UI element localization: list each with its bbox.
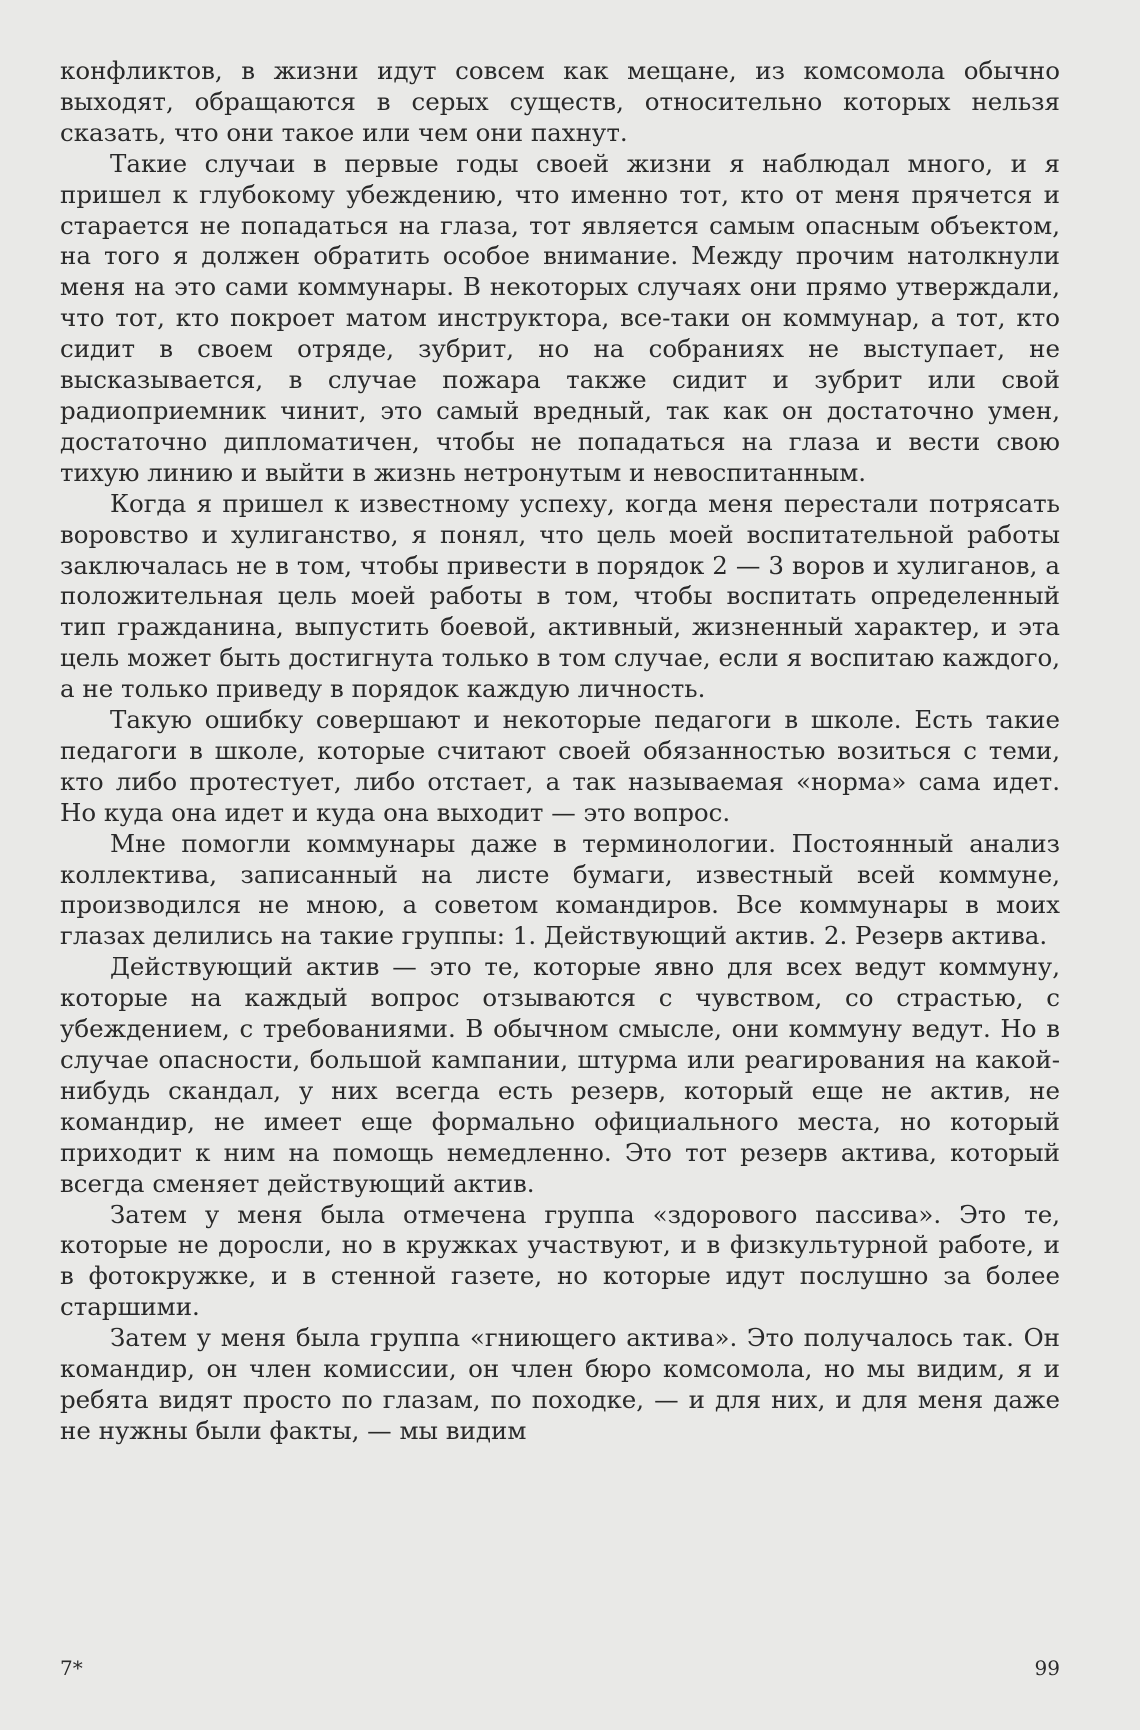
paragraph: Такие случаи в первые годы своей жизни я наблюдал много, и я пришел к глубокому убеждению, что именно тот, кто от меня прячется и старается не попадаться на глаза, тот является самым опасным объектом, на того я должен обратить особое внимание. Между прочим натолкнули меня на это сами коммунары. В некоторых случаях они прямо утверждали, что тот, кто покроет матом инструктора, все-таки он коммунар, а тот, кто сидит в своем отряде, зубрит, но на собраниях не выступает, не высказывается, в случае пожара также сидит и зубрит или свой радиоприемник чинит, это самый вредный, так как он достаточно умен, достаточно дипломатичен, чтобы не попадаться на глаза и вести свою тихую линию и выйти в жизнь нетронутым и невоспитанным. bbox=[60, 148, 1060, 487]
paragraph: Действующий актив — это те, которые явно для всех ведут коммуну, которые на каждый вопрос отзываются с чувством, со страстью, с убеждением, с требованиями. В обычном смысле, они коммуну ведут. Но в случае опасности, большой кампании, штурма или реагирования на какой-нибудь скандал, у них всегда есть резерв, который еще не актив, не командир, не имеет еще формально официального места, но который приходит к ним на помощь немедленно. Это тот резерв актива, который всегда сменяет действующий актив. bbox=[60, 952, 1060, 1198]
paragraph-continued: конфликтов, в жизни идут совсем как мещане, из комсомола обычно выходят, обращаются в серых существ, относительно которых нельзя сказать, что они такое или чем они пахнут. bbox=[60, 56, 1060, 147]
page-number: 99 bbox=[1034, 1656, 1060, 1680]
paragraph: Затем у меня была отмечена группа «здорового пассива». Это те, которые не доросли, но в кружках участвуют, и в физкультурной работе, и в фотокружке, и в стенной газете, но которые идут послушно за более старшими. bbox=[60, 1199, 1060, 1322]
paragraph: Такую ошибку совершают и некоторые педагоги в школе. Есть такие педагоги в школе, которые считают своей обязанностью возиться с теми, кто либо протестует, либо отстает, а так называемая «норма» сама идет. Но куда она идет и куда она выходит — это вопрос. bbox=[60, 705, 1060, 827]
paragraph: Затем у меня была группа «гниющего актива». Это получалось так. Он командир, он член комиссии, он член бюро комсомола, но мы видим, я и ребята видят просто по глазам, по походке, — и для них, и для меня даже не нужны были факты, — мы видим bbox=[60, 1323, 1060, 1445]
printer-signature-mark: 7* bbox=[60, 1656, 83, 1680]
page-footer bbox=[60, 1656, 1060, 1680]
paragraph: Когда я пришел к известному успеху, когда меня перестали потрясать воровство и хулиганство, я понял, что цель моей воспитательной работы заключалась не в том, чтобы привести в порядок 2 — 3 воров и хулиганов, а положительная цель моей работы в том, чтобы воспитать определенный тип гражданина, выпустить боевой, активный, жизненный характер, и эта цель может быть достигнута только в том случае, если я воспитаю каждого, а не только приведу в порядок каждую личность. bbox=[60, 488, 1060, 704]
paragraph: Мне помогли коммунары даже в терминологии. Постоянный анализ коллектива, записанный на листе бумаги, известный всей коммуне, производился не мною, а советом командиров. Все коммунары в моих глазах делились на такие группы: 1. Действующий актив. 2. Резерв актива. bbox=[60, 828, 1060, 951]
page-body-text bbox=[60, 56, 1060, 1447]
